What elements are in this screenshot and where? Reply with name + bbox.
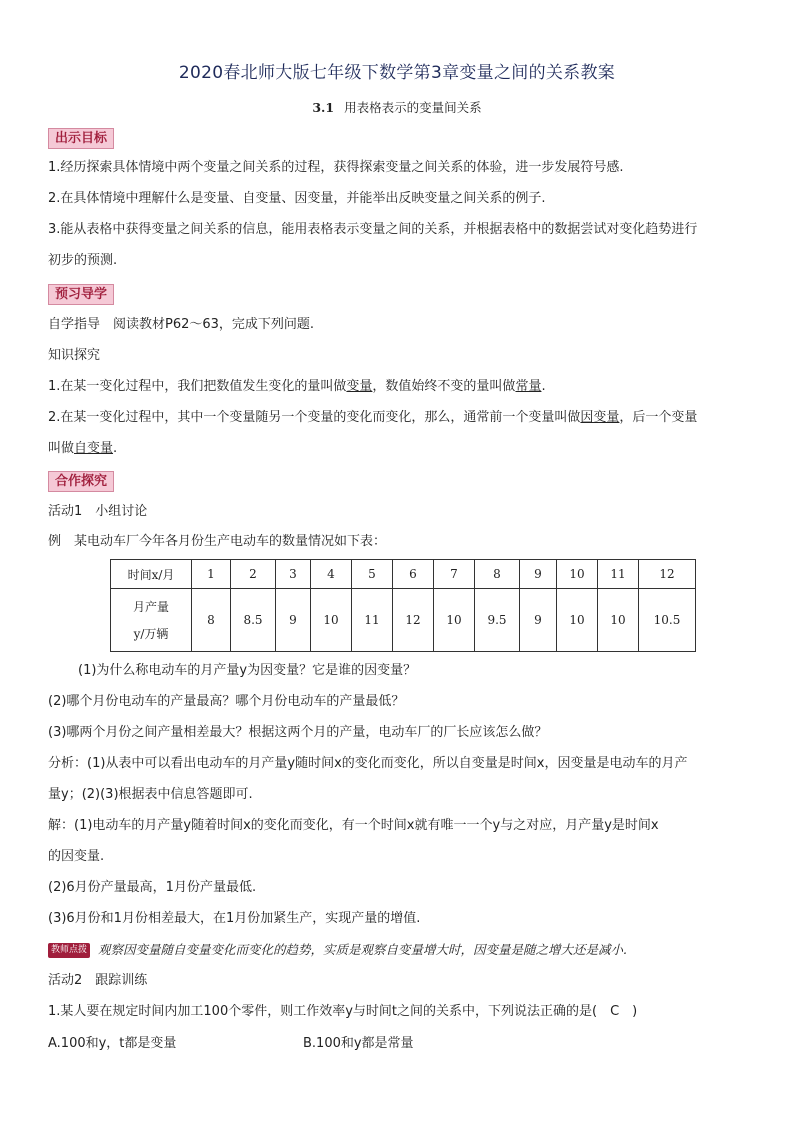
output-header-line2: y/万辆 xyxy=(133,627,169,641)
section-label-cooperate: 合作探究 xyxy=(48,471,114,492)
question-1: (1)为什么称电动车的月产量y为因变量？它是谁的因变量？ xyxy=(78,663,417,678)
goal-3-line1: 3.能从表格中获得变量之间关系的信息，能用表格表示变量之间的关系，并根据表格中的数据尝试对变化趋势进行 xyxy=(48,222,698,237)
option-a: A.100和y，t都是变量 xyxy=(48,1036,177,1051)
table-cell: 9 xyxy=(520,589,557,652)
goal-3-line2: 初步的预测. xyxy=(48,253,118,268)
k1-answer-constant: 常量 xyxy=(515,379,542,394)
table-cell: 9 xyxy=(520,560,557,589)
k1-text: 1.在某一变化过程中，我们把数值发生变化的量叫做 xyxy=(48,379,347,394)
solution-2: (2)6月份产量最高，1月份产量最低. xyxy=(48,880,257,895)
page-title: 2020春北师大版七年级下数学第3章变量之间的关系教案 xyxy=(178,63,616,83)
table-cell: 7 xyxy=(434,560,475,589)
table-cell: 3 xyxy=(276,560,311,589)
k1-text-end: . xyxy=(541,379,546,394)
production-table xyxy=(110,559,696,652)
k2b-text: 叫做 xyxy=(48,441,75,456)
exercise-1: 1.某人要在规定时间内加工100个零件，则工作效率y与时间t之间的关系中，下列说法正确的是( C ) xyxy=(48,1004,638,1019)
table-cell: 11 xyxy=(598,560,639,589)
goal-2: 2.在具体情境中理解什么是变量、自变量、因变量，并能举出反映变量之间关系的例子. xyxy=(48,191,546,206)
subtitle-number: 3.1 xyxy=(312,100,335,115)
teacher-tag-badge: 教师点拨 xyxy=(48,943,90,958)
table-cell: 12 xyxy=(639,560,696,589)
table-cell: 8.5 xyxy=(231,589,276,652)
knowledge-item-2-line1 xyxy=(48,402,748,433)
table-cell: 11 xyxy=(352,589,393,652)
section-subtitle xyxy=(0,98,794,116)
k2-answer-dependent: 因变量 xyxy=(580,410,620,425)
section-label-preview: 预习导学 xyxy=(48,284,114,305)
table-row-output xyxy=(111,589,696,652)
section-label-goals: 出示目标 xyxy=(48,128,114,149)
table-cell: 10 xyxy=(311,589,352,652)
table-cell: 10 xyxy=(598,589,639,652)
table-cell: 8 xyxy=(475,560,520,589)
analysis-line2: 量y；(2)(3)根据表中信息答题即可. xyxy=(48,787,253,802)
table-cell: 5 xyxy=(352,560,393,589)
k2-answer-independent: 自变量 xyxy=(74,441,114,456)
teacher-note-text: 观察因变量随自变量变化而变化的趋势，实质是观察自变量增大时，因变量是随之增大还是减小. xyxy=(98,942,627,957)
table-cell: 8 xyxy=(192,589,231,652)
activity-1-heading: 活动1 小组讨论 xyxy=(48,504,148,519)
solution-line1: 解：(1)电动车的月产量y随着时间x的变化而变化，有一个时间x就有唯一一个y与之对应，月产量y是时间x xyxy=(48,818,659,833)
example-intro: 例 某电动车厂今年各月份生产电动车的数量情况如下表： xyxy=(48,534,387,549)
subtitle-text: 用表格表示的变量间关系 xyxy=(344,100,482,115)
table-cell: 9.5 xyxy=(475,589,520,652)
table-cell: 12 xyxy=(393,589,434,652)
table-cell: 10 xyxy=(557,589,598,652)
table-cell: 10 xyxy=(434,589,475,652)
question-2: (2)哪个月份电动车的产量最高？哪个月份电动车的产量最低？ xyxy=(48,694,405,709)
table-cell: 9 xyxy=(276,589,311,652)
goal-1: 1.经历探索具体情境中两个变量之间关系的过程，获得探索变量之间关系的体验，进一步发展符号感. xyxy=(48,160,624,175)
table-header-output xyxy=(111,589,192,652)
solution-3: (3)6月份和1月份相差最大，在1月份加紧生产，实现产量的增值. xyxy=(48,911,421,926)
table-row-month xyxy=(111,560,696,589)
table-cell: 4 xyxy=(311,560,352,589)
table-cell: 6 xyxy=(393,560,434,589)
k1-answer-variable: 变量 xyxy=(346,379,373,394)
knowledge-item-2-line2 xyxy=(48,433,748,464)
k2b-text-end: . xyxy=(113,441,118,456)
knowledge-heading: 知识探究 xyxy=(48,348,101,363)
table-cell: 10 xyxy=(557,560,598,589)
table-cell: 2 xyxy=(231,560,276,589)
teacher-note xyxy=(48,934,748,966)
question-3: (3)哪两个月份之间产量相差最大？根据这两个月的产量，电动车厂的厂长应该怎么做？ xyxy=(48,725,548,740)
self-study-guide: 自学指导 阅读教材P62～63，完成下列问题. xyxy=(48,317,315,332)
table-cell: 1 xyxy=(192,560,231,589)
table-cell: 10.5 xyxy=(639,589,696,652)
analysis-line1: 分析：(1)从表中可以看出电动车的月产量y随时间x的变化而变化，所以自变量是时间x，因变量是电动车的月产 xyxy=(48,756,688,771)
output-header-line1: 月产量 xyxy=(132,600,169,614)
k2-text: 2.在某一变化过程中，其中一个变量随另一个变量的变化而变化，那么，通常前一个变量叫做 xyxy=(48,410,581,425)
knowledge-item-1 xyxy=(48,371,748,402)
table-header-month: 时间x/月 xyxy=(111,560,192,589)
solution-line2: 的因变量. xyxy=(48,849,105,864)
activity-2-heading: 活动2 跟踪训练 xyxy=(48,973,148,988)
k1-text-mid: ，数值始终不变的量叫做 xyxy=(372,379,516,394)
k2-text-end: ，后一个变量 xyxy=(619,410,698,425)
option-b: B.100和y都是常量 xyxy=(303,1036,414,1051)
